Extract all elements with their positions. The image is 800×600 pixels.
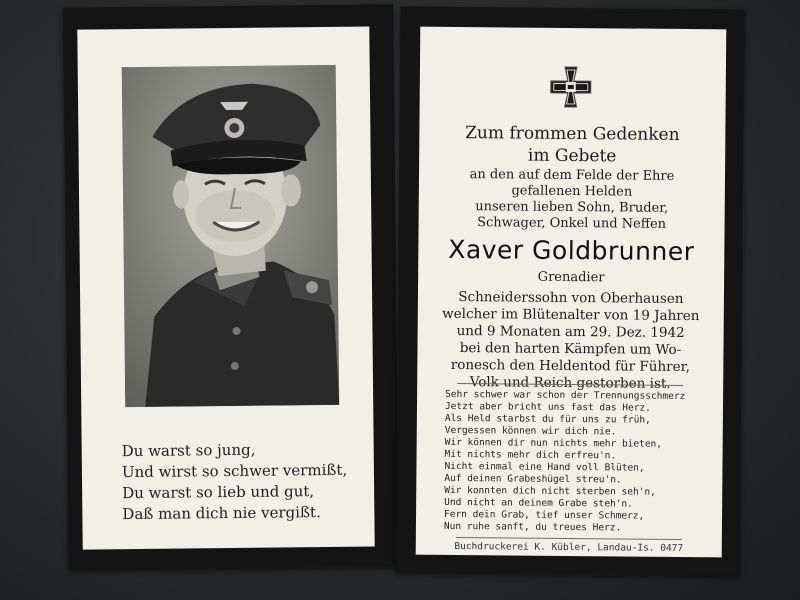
poem-right-line: Wir konnten dich nicht sterben seh'n, — [444, 484, 656, 498]
portrait-illustration — [122, 65, 340, 407]
memorial-card-left — [63, 4, 399, 569]
intro-line: Schwager, Onkel und Neffen — [477, 215, 667, 232]
printer-imprint: Buchdruckerei K. Kübler, Landau-Is. 0477 — [454, 541, 684, 554]
detail-line: und 9 Monaten am 29. Dez. 1942 — [456, 323, 685, 342]
intro-line: an den auf dem Felde der Ehre — [469, 167, 675, 184]
poem-right-line: Und nicht an deinem Grabe steh'n. — [444, 496, 633, 510]
poem-right-line: Sehr schwer war schon der Trennungsschmerz — [445, 388, 686, 403]
memorial-card-right — [396, 7, 745, 576]
poem-left-line: Du warst so lieb und gut, — [122, 482, 315, 503]
iron-cross-icon — [548, 64, 594, 110]
poem-right-line: Nun ruhe sanft, du treues Herz. — [443, 520, 622, 534]
detail-line: bei den harten Kämpfen um Wo- — [459, 340, 682, 358]
intro-line: unseren lieben Sohn, Bruder, — [475, 199, 669, 216]
biography-text — [417, 289, 724, 394]
detail-line: Volk und Reich gestorben ist. — [469, 374, 671, 392]
soldier-portrait-photo — [122, 65, 340, 407]
poem-left-line: Daß man dich nie vergißt. — [122, 503, 321, 524]
poem-right-line: Nicht einmal eine Hand voll Blüten, — [444, 460, 645, 474]
heading-line-1: Zum frommen Gedenken — [465, 123, 680, 145]
divider-bottom — [456, 537, 682, 540]
deceased-name: Xaver Goldbrunner — [448, 234, 695, 267]
poem-right-line: Auf deinen Grabeshügel streu'n. — [444, 472, 622, 486]
poem-left-line: Und wirst so schwer vermißt, — [121, 460, 348, 482]
poem-right-line: Jetzt aber bricht uns fast das Herz. — [444, 400, 651, 414]
poem-left-line: Du warst so jung, — [121, 440, 256, 461]
intro-line: gefallenen Helden — [511, 183, 633, 200]
heading-line-2: im Gebete — [527, 145, 617, 167]
intro-text — [419, 167, 726, 234]
poem-left — [122, 439, 363, 526]
poem-right-line: Vergessen können wir dich nie. — [444, 424, 617, 438]
poem-right — [444, 389, 715, 535]
detail-line: welcher im Blütenalter von 19 Jahren — [442, 305, 700, 325]
card-paper-left — [77, 27, 374, 550]
detail-line: ronesch den Heldentod für Führer, — [450, 356, 690, 376]
detail-line: Schneiderssohn von Oberhausen — [458, 289, 684, 307]
rank: Grenadier — [537, 269, 605, 286]
card-paper-right — [416, 27, 727, 558]
poem-right-line: Wir können dir nun nichts mehr bieten, — [444, 436, 663, 450]
poem-right-line: Mit nichts mehr dich erfreu'n. — [444, 448, 617, 462]
poem-right-line: Als Held starbst du für uns zu früh, — [444, 412, 651, 426]
poem-right-line: Fern dein Grab, tief unser Schmerz, — [443, 508, 645, 522]
